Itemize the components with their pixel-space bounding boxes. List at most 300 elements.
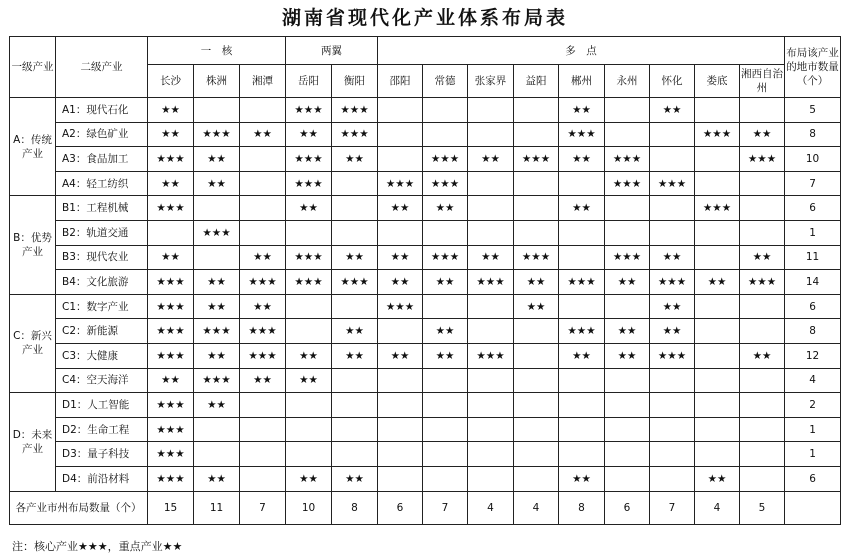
header-level1: 一级产业 — [10, 37, 56, 98]
star-cell — [514, 417, 559, 442]
star-cell — [286, 442, 332, 467]
star-cell: ★★ — [423, 196, 468, 221]
star-cell — [740, 442, 785, 467]
star-cell — [740, 98, 785, 123]
star-cell: ★★ — [148, 368, 194, 393]
star-cell: ★★ — [148, 171, 194, 196]
row-count: 1 — [785, 417, 841, 442]
industry-name: A2：绿色矿业 — [56, 122, 148, 147]
star-cell — [378, 122, 423, 147]
star-cell: ★★ — [740, 343, 785, 368]
star-cell — [286, 220, 332, 245]
table-row — [10, 343, 841, 368]
industry-name: A4：轻工纺织 — [56, 171, 148, 196]
industry-name: A3：食品加工 — [56, 147, 148, 172]
star-cell — [650, 466, 695, 491]
star-cell — [240, 466, 286, 491]
footer-value: 4 — [514, 491, 559, 524]
star-cell — [286, 294, 332, 319]
star-cell — [695, 220, 740, 245]
row-count: 8 — [785, 319, 841, 344]
footer-value: 5 — [740, 491, 785, 524]
industry-name: C4：空天海洋 — [56, 368, 148, 393]
star-cell: ★★ — [194, 147, 240, 172]
star-cell — [514, 220, 559, 245]
star-cell: ★★ — [740, 122, 785, 147]
footer-value: 6 — [378, 491, 423, 524]
star-cell: ★★★ — [423, 245, 468, 270]
star-cell — [650, 393, 695, 418]
footer-value: 4 — [468, 491, 514, 524]
star-cell — [559, 417, 605, 442]
header-city: 郴州 — [559, 65, 605, 98]
star-cell: ★★ — [378, 270, 423, 295]
star-cell: ★★ — [194, 393, 240, 418]
star-cell: ★★★ — [468, 270, 514, 295]
star-cell: ★★ — [650, 294, 695, 319]
star-cell: ★★ — [695, 466, 740, 491]
star-cell: ★★★ — [650, 270, 695, 295]
star-cell — [332, 417, 378, 442]
star-cell: ★★★ — [148, 319, 194, 344]
star-cell — [468, 393, 514, 418]
star-cell — [605, 368, 650, 393]
star-cell — [514, 466, 559, 491]
star-cell — [378, 417, 423, 442]
row-count: 6 — [785, 196, 841, 221]
star-cell — [378, 368, 423, 393]
star-cell: ★★ — [650, 98, 695, 123]
star-cell: ★★★ — [605, 147, 650, 172]
star-cell: ★★ — [240, 294, 286, 319]
star-cell — [423, 393, 468, 418]
star-cell: ★★★ — [148, 270, 194, 295]
star-cell — [740, 171, 785, 196]
star-cell — [423, 442, 468, 467]
star-cell: ★★ — [559, 147, 605, 172]
star-cell — [695, 294, 740, 319]
star-cell: ★★ — [423, 319, 468, 344]
star-cell — [559, 220, 605, 245]
star-cell — [378, 319, 423, 344]
star-cell — [240, 171, 286, 196]
star-cell: ★★★ — [286, 245, 332, 270]
header-city: 邵阳 — [378, 65, 423, 98]
footer-label: 各产业市州布局数量（个） — [10, 491, 148, 524]
header-row-groups — [10, 37, 841, 65]
star-cell: ★★★ — [332, 98, 378, 123]
star-cell — [514, 343, 559, 368]
star-cell — [378, 147, 423, 172]
star-cell — [286, 319, 332, 344]
star-cell — [605, 442, 650, 467]
star-cell: ★★ — [605, 319, 650, 344]
star-cell: ★★★ — [194, 122, 240, 147]
header-city: 娄底 — [695, 65, 740, 98]
star-cell: ★★★ — [650, 171, 695, 196]
header-group: 两翼 — [286, 37, 378, 65]
header-city: 湘西自治州 — [740, 65, 785, 98]
star-cell — [740, 319, 785, 344]
row-count: 14 — [785, 270, 841, 295]
star-cell: ★★★ — [240, 343, 286, 368]
star-cell — [650, 368, 695, 393]
row-count: 7 — [785, 171, 841, 196]
star-cell — [695, 442, 740, 467]
star-cell: ★★★ — [240, 270, 286, 295]
header-group: 一 核 — [148, 37, 286, 65]
star-cell: ★★ — [194, 466, 240, 491]
star-cell: ★★ — [286, 122, 332, 147]
footer-value: 8 — [559, 491, 605, 524]
star-cell — [514, 171, 559, 196]
footer-value: 10 — [286, 491, 332, 524]
star-cell — [468, 220, 514, 245]
star-cell — [468, 196, 514, 221]
star-cell — [332, 196, 378, 221]
star-cell — [468, 319, 514, 344]
industry-name: A1：现代石化 — [56, 98, 148, 123]
star-cell: ★★★ — [559, 319, 605, 344]
star-cell — [240, 393, 286, 418]
star-cell: ★★ — [148, 98, 194, 123]
star-cell — [695, 171, 740, 196]
star-cell — [695, 343, 740, 368]
star-cell: ★★ — [695, 270, 740, 295]
header-level2: 二级产业 — [56, 37, 148, 98]
star-cell — [378, 98, 423, 123]
star-cell — [514, 319, 559, 344]
star-cell — [194, 442, 240, 467]
row-count: 10 — [785, 147, 841, 172]
star-cell — [514, 98, 559, 123]
header-city-count: 布局该产业的地市数量（个） — [785, 37, 841, 98]
star-cell: ★★★ — [605, 245, 650, 270]
header-city: 永州 — [605, 65, 650, 98]
star-cell: ★★★ — [695, 122, 740, 147]
star-cell: ★★★ — [148, 196, 194, 221]
star-cell — [423, 417, 468, 442]
star-cell — [695, 368, 740, 393]
star-cell — [378, 442, 423, 467]
star-cell: ★★ — [332, 343, 378, 368]
star-cell — [286, 393, 332, 418]
star-cell: ★★ — [559, 343, 605, 368]
star-cell — [695, 98, 740, 123]
star-cell: ★★★ — [194, 220, 240, 245]
star-cell — [559, 442, 605, 467]
star-cell — [695, 319, 740, 344]
star-cell: ★★ — [286, 343, 332, 368]
star-cell — [650, 122, 695, 147]
star-cell: ★★ — [423, 270, 468, 295]
table-row — [10, 393, 841, 418]
star-cell: ★★★ — [468, 343, 514, 368]
star-cell: ★★ — [559, 98, 605, 123]
star-cell: ★★ — [194, 270, 240, 295]
star-cell — [740, 220, 785, 245]
star-cell — [559, 393, 605, 418]
star-cell: ★★ — [650, 245, 695, 270]
table-row — [10, 442, 841, 467]
footer-empty — [785, 491, 841, 524]
star-cell — [605, 417, 650, 442]
star-cell — [378, 220, 423, 245]
header-group: 多 点 — [378, 37, 785, 65]
star-cell — [332, 368, 378, 393]
star-cell — [148, 220, 194, 245]
star-cell: ★★ — [240, 122, 286, 147]
table-row — [10, 98, 841, 123]
star-cell — [650, 147, 695, 172]
star-cell: ★★ — [740, 245, 785, 270]
star-cell — [605, 196, 650, 221]
table-row — [10, 220, 841, 245]
star-cell — [468, 442, 514, 467]
row-count: 1 — [785, 220, 841, 245]
star-cell — [194, 98, 240, 123]
footer-value: 7 — [650, 491, 695, 524]
star-cell: ★★★ — [286, 147, 332, 172]
header-city: 岳阳 — [286, 65, 332, 98]
star-cell: ★★ — [286, 466, 332, 491]
star-cell — [605, 393, 650, 418]
star-cell — [332, 393, 378, 418]
industry-name: D3：量子科技 — [56, 442, 148, 467]
star-cell: ★★★ — [332, 122, 378, 147]
industry-name: B1：工程机械 — [56, 196, 148, 221]
page-title: 湖南省现代化产业体系布局表 — [281, 7, 568, 29]
row-count: 6 — [785, 466, 841, 491]
star-cell — [332, 294, 378, 319]
industry-layout-table — [9, 36, 841, 525]
table-row — [10, 245, 841, 270]
star-cell — [378, 393, 423, 418]
star-cell — [423, 294, 468, 319]
star-cell: ★★★ — [240, 319, 286, 344]
row-count: 5 — [785, 98, 841, 123]
header-city: 湘潭 — [240, 65, 286, 98]
header-city: 株洲 — [194, 65, 240, 98]
star-cell: ★★ — [378, 196, 423, 221]
star-cell — [468, 98, 514, 123]
star-cell — [514, 368, 559, 393]
star-cell: ★★ — [514, 294, 559, 319]
star-cell — [332, 220, 378, 245]
header-city: 长沙 — [148, 65, 194, 98]
star-cell: ★★★ — [148, 393, 194, 418]
star-cell: ★★★ — [194, 368, 240, 393]
star-cell: ★★★ — [378, 294, 423, 319]
star-cell: ★★★ — [559, 122, 605, 147]
star-cell: ★★★ — [423, 147, 468, 172]
star-cell — [240, 147, 286, 172]
star-cell: ★★★ — [514, 147, 559, 172]
star-cell — [740, 393, 785, 418]
star-cell — [695, 417, 740, 442]
star-cell — [240, 220, 286, 245]
star-cell — [559, 171, 605, 196]
row-count: 8 — [785, 122, 841, 147]
star-cell: ★★★ — [148, 343, 194, 368]
star-cell: ★★ — [514, 270, 559, 295]
footer-row — [10, 491, 841, 524]
star-cell: ★★★ — [286, 270, 332, 295]
star-cell: ★★ — [332, 245, 378, 270]
category-label: D：未来产业 — [10, 393, 56, 491]
row-count: 12 — [785, 343, 841, 368]
row-count: 4 — [785, 368, 841, 393]
table-row — [10, 417, 841, 442]
footer-value: 7 — [423, 491, 468, 524]
star-cell: ★★★ — [148, 417, 194, 442]
star-cell: ★★★ — [740, 270, 785, 295]
star-cell — [194, 417, 240, 442]
table-row — [10, 319, 841, 344]
star-cell — [423, 368, 468, 393]
star-cell: ★★ — [332, 147, 378, 172]
table-row — [10, 368, 841, 393]
star-cell — [650, 417, 695, 442]
star-cell — [240, 196, 286, 221]
star-cell: ★★ — [286, 368, 332, 393]
star-cell: ★★★ — [740, 147, 785, 172]
star-cell — [286, 417, 332, 442]
star-cell: ★★ — [605, 270, 650, 295]
star-cell: ★★ — [332, 319, 378, 344]
star-cell: ★★ — [286, 196, 332, 221]
star-cell: ★★★ — [148, 294, 194, 319]
row-count: 2 — [785, 393, 841, 418]
footer-value: 7 — [240, 491, 286, 524]
industry-name: C2：新能源 — [56, 319, 148, 344]
star-cell — [740, 196, 785, 221]
star-cell — [559, 294, 605, 319]
star-cell — [605, 466, 650, 491]
star-cell — [332, 442, 378, 467]
footer-value: 4 — [695, 491, 740, 524]
star-cell: ★★ — [559, 196, 605, 221]
industry-name: B2：轨道交通 — [56, 220, 148, 245]
star-cell: ★★ — [194, 294, 240, 319]
table-row — [10, 147, 841, 172]
table-note: 注：核心产业★★★，重点产业★★ — [12, 540, 183, 553]
table-row — [10, 466, 841, 491]
star-cell: ★★ — [605, 343, 650, 368]
star-cell: ★★ — [148, 122, 194, 147]
star-cell — [468, 466, 514, 491]
star-cell: ★★ — [240, 368, 286, 393]
star-cell — [650, 442, 695, 467]
star-cell — [468, 417, 514, 442]
star-cell — [194, 245, 240, 270]
industry-name: D4：前沿材料 — [56, 466, 148, 491]
star-cell: ★★★ — [423, 171, 468, 196]
industry-name: C3：大健康 — [56, 343, 148, 368]
star-cell — [650, 196, 695, 221]
star-cell: ★★ — [240, 245, 286, 270]
star-cell: ★★ — [194, 343, 240, 368]
star-cell: ★★★ — [650, 343, 695, 368]
table-row — [10, 294, 841, 319]
star-cell — [605, 122, 650, 147]
star-cell — [240, 417, 286, 442]
star-cell — [740, 368, 785, 393]
header-city: 张家界 — [468, 65, 514, 98]
star-cell: ★★★ — [514, 245, 559, 270]
table-row — [10, 270, 841, 295]
row-count: 6 — [785, 294, 841, 319]
star-cell: ★★ — [332, 466, 378, 491]
star-cell — [423, 466, 468, 491]
row-count: 11 — [785, 245, 841, 270]
star-cell — [695, 245, 740, 270]
category-label: C：新兴产业 — [10, 294, 56, 392]
table-row — [10, 122, 841, 147]
category-label: A：传统产业 — [10, 98, 56, 196]
star-cell: ★★★ — [559, 270, 605, 295]
star-cell: ★★ — [468, 245, 514, 270]
star-cell — [740, 294, 785, 319]
star-cell — [468, 294, 514, 319]
star-cell — [468, 368, 514, 393]
header-city: 怀化 — [650, 65, 695, 98]
star-cell — [695, 393, 740, 418]
row-count: 1 — [785, 442, 841, 467]
star-cell: ★★ — [148, 245, 194, 270]
star-cell — [468, 171, 514, 196]
header-city: 常德 — [423, 65, 468, 98]
star-cell — [332, 171, 378, 196]
star-cell — [240, 98, 286, 123]
footer-value: 15 — [148, 491, 194, 524]
star-cell: ★★★ — [148, 442, 194, 467]
star-cell: ★★ — [650, 319, 695, 344]
star-cell — [194, 196, 240, 221]
star-cell — [559, 245, 605, 270]
footer-value: 8 — [332, 491, 378, 524]
star-cell — [605, 98, 650, 123]
table-row — [10, 196, 841, 221]
industry-name: B4：文化旅游 — [56, 270, 148, 295]
star-cell — [423, 122, 468, 147]
industry-name: D1：人工智能 — [56, 393, 148, 418]
star-cell — [740, 417, 785, 442]
star-cell — [514, 393, 559, 418]
header-city: 益阳 — [514, 65, 559, 98]
footer-value: 11 — [194, 491, 240, 524]
star-cell — [240, 442, 286, 467]
star-cell: ★★★ — [605, 171, 650, 196]
star-cell: ★★★ — [286, 98, 332, 123]
star-cell: ★★★ — [148, 147, 194, 172]
star-cell — [423, 98, 468, 123]
star-cell — [514, 122, 559, 147]
star-cell: ★★★ — [194, 319, 240, 344]
star-cell: ★★★ — [695, 196, 740, 221]
star-cell: ★★★ — [332, 270, 378, 295]
star-cell: ★★ — [194, 171, 240, 196]
header-city: 衡阳 — [332, 65, 378, 98]
star-cell: ★★ — [378, 245, 423, 270]
star-cell — [605, 220, 650, 245]
star-cell — [695, 147, 740, 172]
star-cell — [468, 122, 514, 147]
star-cell — [650, 220, 695, 245]
star-cell — [514, 442, 559, 467]
star-cell — [559, 368, 605, 393]
star-cell — [605, 294, 650, 319]
